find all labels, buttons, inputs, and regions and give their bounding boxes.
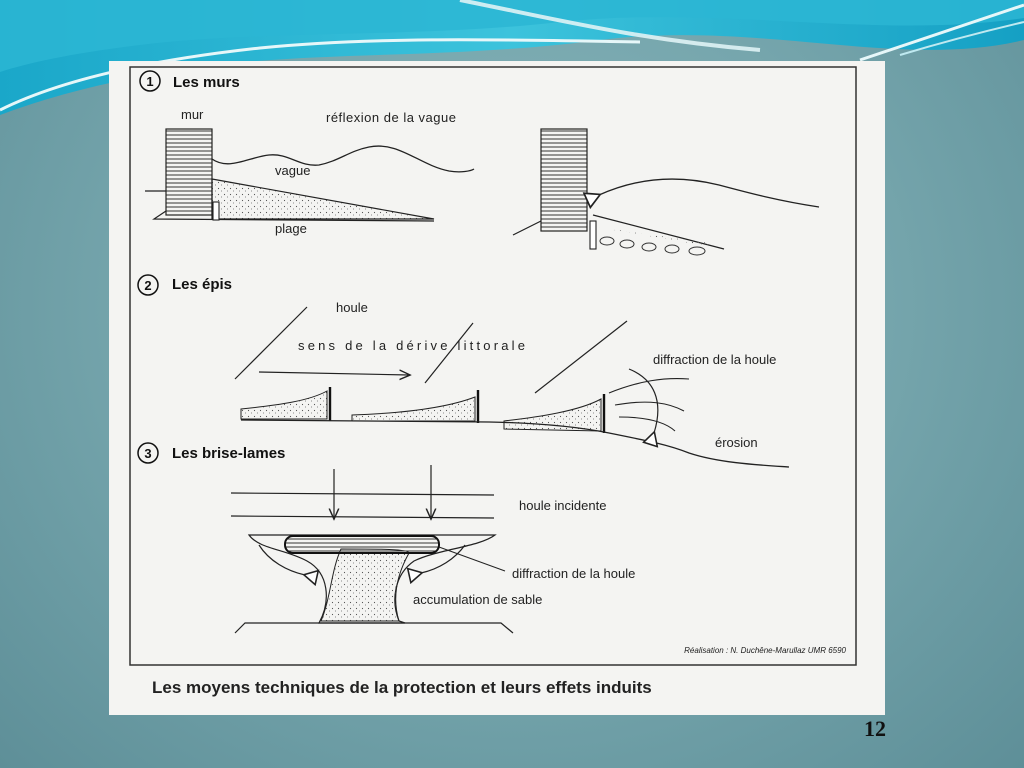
figure-credit: Réalisation : N. Duchêne-Marullaz UMR 6590 <box>684 646 846 655</box>
shoreline-3 <box>235 623 513 633</box>
label-swell: houle <box>336 300 368 315</box>
incident-swell-line-2 <box>231 516 494 518</box>
diffraction-arc-2 <box>615 402 684 411</box>
diffraction-leader <box>439 547 505 571</box>
figure-caption: Les moyens techniques de la protection et leurs effets induits <box>152 678 652 697</box>
label-wall: mur <box>181 107 204 122</box>
label-erosion: érosion <box>715 435 758 450</box>
toe-post-left <box>213 202 219 220</box>
sand-fillet-2 <box>352 397 475 421</box>
toe-post-right <box>590 221 596 249</box>
reflection-arrow <box>599 179 819 207</box>
section-1-title: Les murs <box>173 74 240 91</box>
coastal-protection-diagram <box>109 61 885 715</box>
swell-line-2 <box>425 323 473 383</box>
section-1-number: 1 <box>146 74 154 89</box>
label-beach: plage <box>275 221 307 236</box>
figure-panel <box>109 61 885 715</box>
section-2-title: Les épis <box>172 276 233 293</box>
sand-fillet-1 <box>241 391 327 419</box>
beach-sand-left <box>212 179 434 219</box>
label-reflection: réflexion de la vague <box>326 110 457 125</box>
label-diffraction-2: diffraction de la houle <box>653 352 777 367</box>
swell-line-1 <box>235 307 307 379</box>
label-diffraction-3: diffraction de la houle <box>512 566 636 581</box>
sand-fillet-3 <box>504 399 601 431</box>
section-3-title: Les brise-lames <box>172 445 286 462</box>
section-2-groynes <box>138 275 789 467</box>
label-wave: vague <box>275 163 311 178</box>
breakwater <box>285 536 439 553</box>
label-drift: sens de la dérive littorale <box>298 338 529 353</box>
tombolo-sand <box>321 549 409 621</box>
drift-arrow <box>259 372 409 375</box>
section-3-breakwaters <box>138 443 635 633</box>
wall-left <box>166 129 212 215</box>
wall-right <box>541 129 587 231</box>
erosion-arrow <box>629 369 658 433</box>
incident-swell-line-1 <box>231 493 494 495</box>
label-incident-swell: houle incidente <box>519 498 607 513</box>
section-3-number: 3 <box>144 446 152 461</box>
diffraction-arc-3 <box>619 417 675 431</box>
diffraction-arc-1 <box>609 379 689 393</box>
page-number: 12 <box>864 716 886 741</box>
section-2-number: 2 <box>144 278 152 293</box>
label-sand-accumulation: accumulation de sable <box>413 592 543 607</box>
swell-line-3 <box>535 321 627 393</box>
section-1-walls <box>140 71 819 255</box>
